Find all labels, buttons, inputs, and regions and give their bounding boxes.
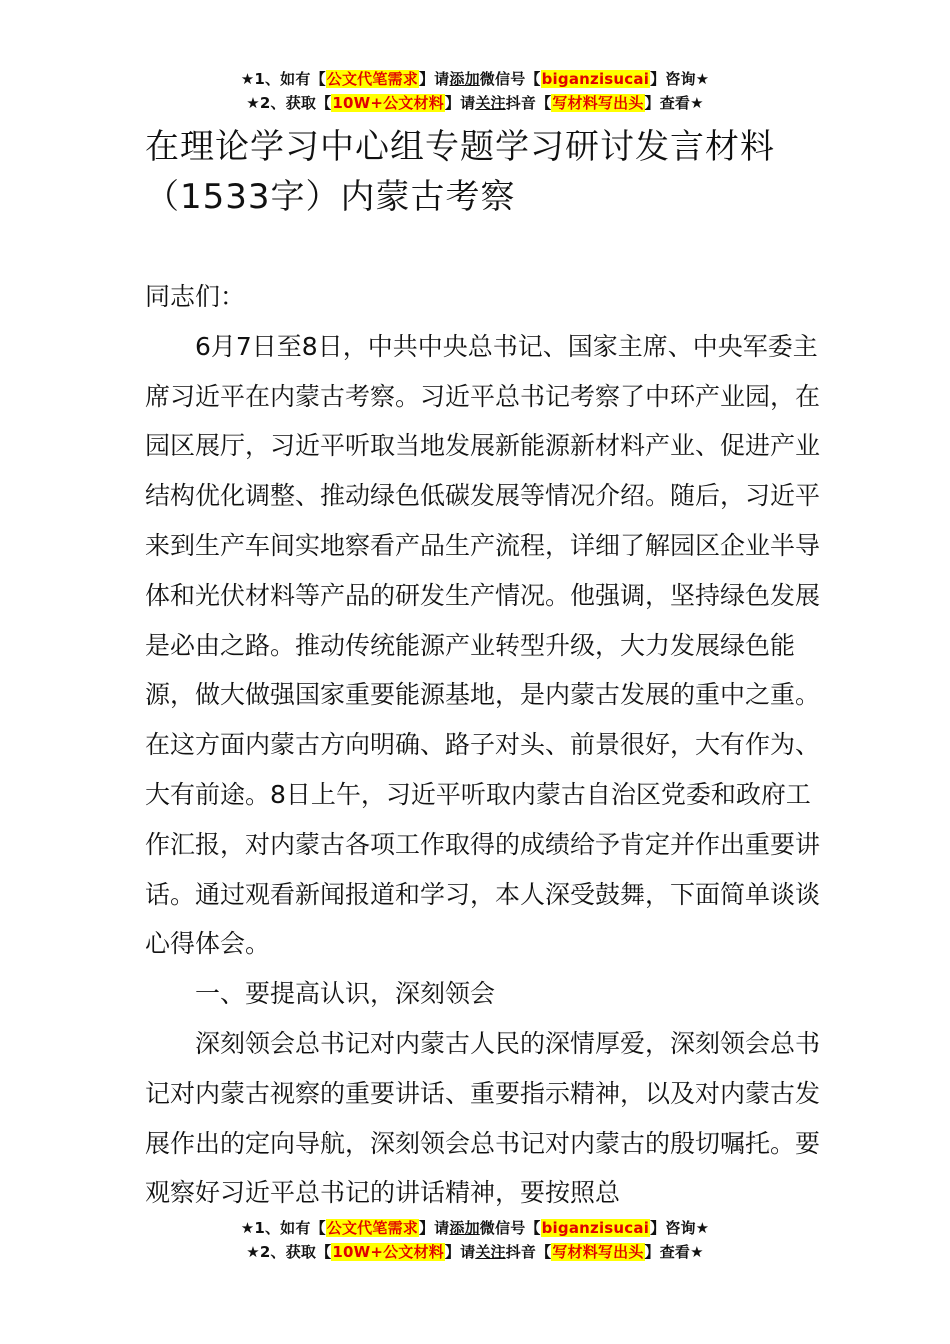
banner-line-1 [0, 1216, 950, 1240]
bottom-ad-banner [0, 1216, 950, 1264]
document-body [145, 272, 835, 1218]
top-ad-banner [0, 67, 950, 115]
underlined-text: 关注 [475, 94, 506, 112]
banner-text: ★1、如有【 [240, 70, 326, 88]
highlight-materials: 10W+公文材料 [332, 1243, 444, 1261]
banner-text: 抖音【 [505, 1243, 552, 1261]
banner-text: 】咨询★ [650, 1219, 710, 1237]
underlined-text: 添加 [449, 70, 480, 88]
highlight-douyin-account: 写材料写出头 [552, 1243, 644, 1261]
highlight-wechat-id: biganzisucai [541, 70, 650, 88]
salutation: 同志们： [145, 282, 246, 311]
body-paragraph: 深刻领会总书记对内蒙古人民的深情厚爱，深刻领会总书记对内蒙古视察的重要讲话、重要指示精神，以及对内蒙古发展作出的定向导航，深刻领会总书记对内蒙古的殷切嘱托。要观察好习近平总书记的讲话精神，要按照总 [145, 1028, 821, 1208]
banner-text: 】查看★ [644, 94, 704, 112]
banner-text: 】请 [444, 94, 476, 112]
underlined-text: 添加 [449, 1219, 480, 1237]
banner-text: 】请 [418, 1219, 450, 1237]
underlined-text: 关注 [475, 1243, 506, 1261]
highlight-wechat-id: biganzisucai [541, 1219, 650, 1237]
banner-text: 】请 [444, 1243, 476, 1261]
highlight-materials: 10W+公文材料 [332, 94, 444, 112]
banner-text: 】请 [418, 70, 450, 88]
banner-text: ★1、如有【 [240, 1219, 326, 1237]
highlight-service: 公文代笔需求 [326, 1219, 418, 1237]
highlight-service: 公文代笔需求 [326, 70, 418, 88]
banner-text: ★2、获取【 [246, 1243, 332, 1261]
body-paragraph: 6月7日至8日，中共中央总书记、国家主席、中央军委主席习近平在内蒙古考察。习近平总书记考察了中环产业园，在园区展厅，习近平听取当地发展新能源新材料产业、促进产业结构优化调整、推动绿色低碳发展等情况介绍。随后，习近平来到生产车间实地察看产品生产流程，详细了解园区企业半导体和光伏材料等产品的研发生产情况。他强调，坚持绿色发展是必由之路。推动传统能源产业转型升级，大力发展绿色能源，做大做强国家重要能源基地，是内蒙古发展的重中之重。在这方面内蒙古方向明确、路子对头、前景很好，大有作为、大有前途。8日上午，习近平听取内蒙古自治区党委和政府工作汇报，对内蒙古各项工作取得的成绩给予肯定并作出重要讲话。通过观看新闻报道和学习，本人深受鼓舞，下面简单谈谈心得体会。 [145, 331, 821, 959]
document-title: 在理论学习中心组专题学习研讨发言材料（1533字）内蒙古考察 [145, 127, 775, 217]
highlight-douyin-account: 写材料写出头 [552, 94, 644, 112]
banner-line-2 [0, 1240, 950, 1264]
banner-text: 】咨询★ [650, 70, 710, 88]
banner-text: 】查看★ [644, 1243, 704, 1261]
banner-line-2 [0, 91, 950, 115]
section-heading: 一、要提高认识，深刻领会 [195, 979, 496, 1009]
banner-text: 抖音【 [505, 94, 552, 112]
banner-text: 微信号【 [479, 1219, 541, 1237]
banner-text: ★2、获取【 [246, 94, 332, 112]
banner-line-1 [0, 67, 950, 91]
banner-text: 微信号【 [479, 70, 541, 88]
